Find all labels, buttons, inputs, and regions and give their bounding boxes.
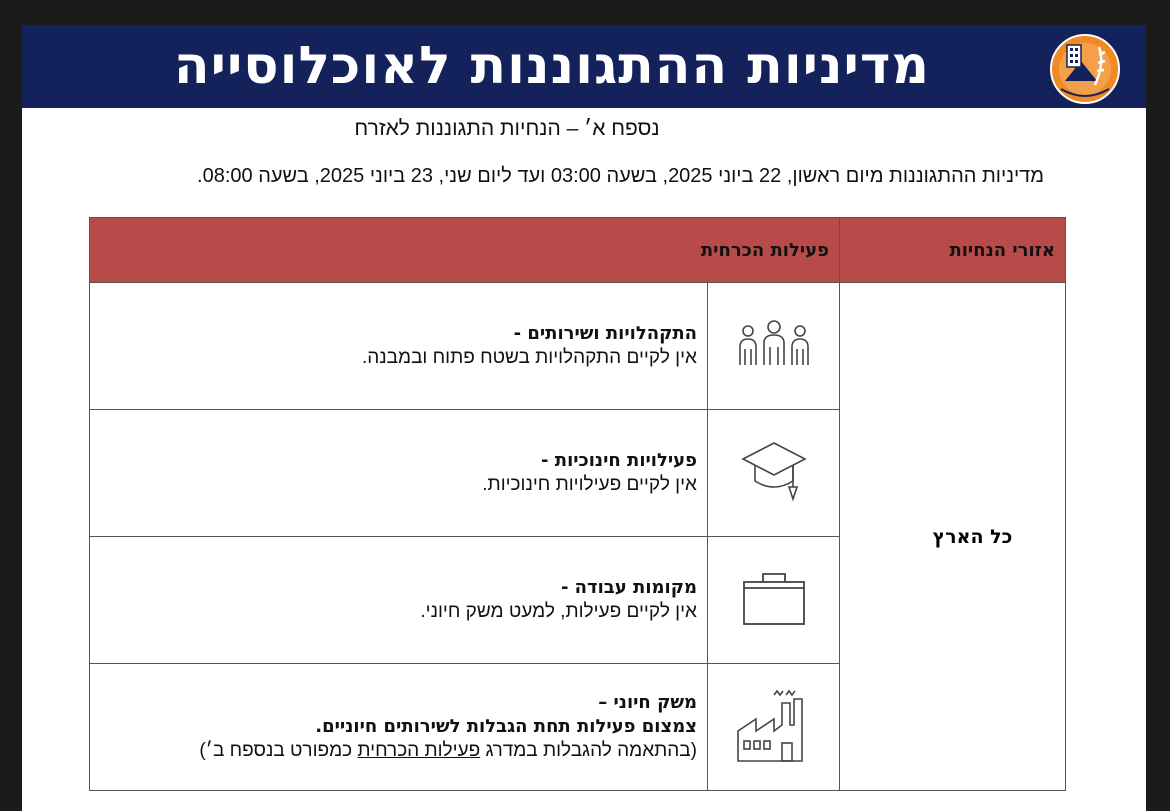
icon-cell (708, 664, 840, 791)
row-subtitle: צמצום פעילות תחת הגבלות לשירותים חיוניים. (315, 716, 697, 737)
icon-cell (708, 537, 840, 664)
icon-cell (708, 410, 840, 537)
row-title: מקומות עבודה - (560, 577, 697, 598)
zones-header: אזורי הנחיות (840, 218, 1066, 283)
gatherings-cell (90, 283, 708, 410)
row-title: התקהלויות ושירותים - (513, 323, 697, 344)
annex-title: נספח א׳ – הנחיות התגוננות לאזרח (354, 117, 660, 140)
factory-icon (734, 685, 814, 765)
graduation-cap-icon (739, 439, 809, 503)
essential-activity-link[interactable]: פעילות הכרחית (357, 740, 481, 761)
zone-cell: כל הארץ (840, 283, 1066, 791)
row-text: אין לקיים פעילות, למעט משק חיוני. (420, 601, 697, 622)
row-text: אין לקיים פעילויות חינוכיות. (482, 474, 697, 495)
banner-title: מדיניות ההתגוננות לאוכלוסייה (173, 36, 931, 96)
briefcase-icon (739, 568, 809, 628)
workplaces-cell (90, 537, 708, 664)
home-front-command-logo (1047, 33, 1123, 105)
document-page (22, 25, 1146, 811)
education-cell (90, 410, 708, 537)
guidelines-table (89, 217, 1066, 791)
table-row (90, 283, 1066, 410)
policy-period-text: מדיניות ההתגוננות מיום ראשון, 22 ביוני 2025, בשעה 03:00 ועד ליום שני, 23 ביוני 2025, בשעה 08:00. (197, 165, 1044, 187)
table-header-row (90, 218, 1066, 283)
icon-cell (708, 283, 840, 410)
title-banner (22, 25, 1146, 108)
row-text: (בהתאמה להגבלות במדרג פעילות הכרחית כמפורט בנספח ב׳) (199, 740, 697, 761)
row-title: פעילויות חינוכיות - (541, 450, 697, 471)
people-icon (734, 319, 814, 369)
row-title: משק חיוני – (598, 692, 697, 713)
activity-header: פעילות הכרחית (90, 218, 840, 283)
essential-economy-cell (90, 664, 708, 791)
row-text: אין לקיים התקהלויות בשטח פתוח ובמבנה. (361, 347, 697, 368)
